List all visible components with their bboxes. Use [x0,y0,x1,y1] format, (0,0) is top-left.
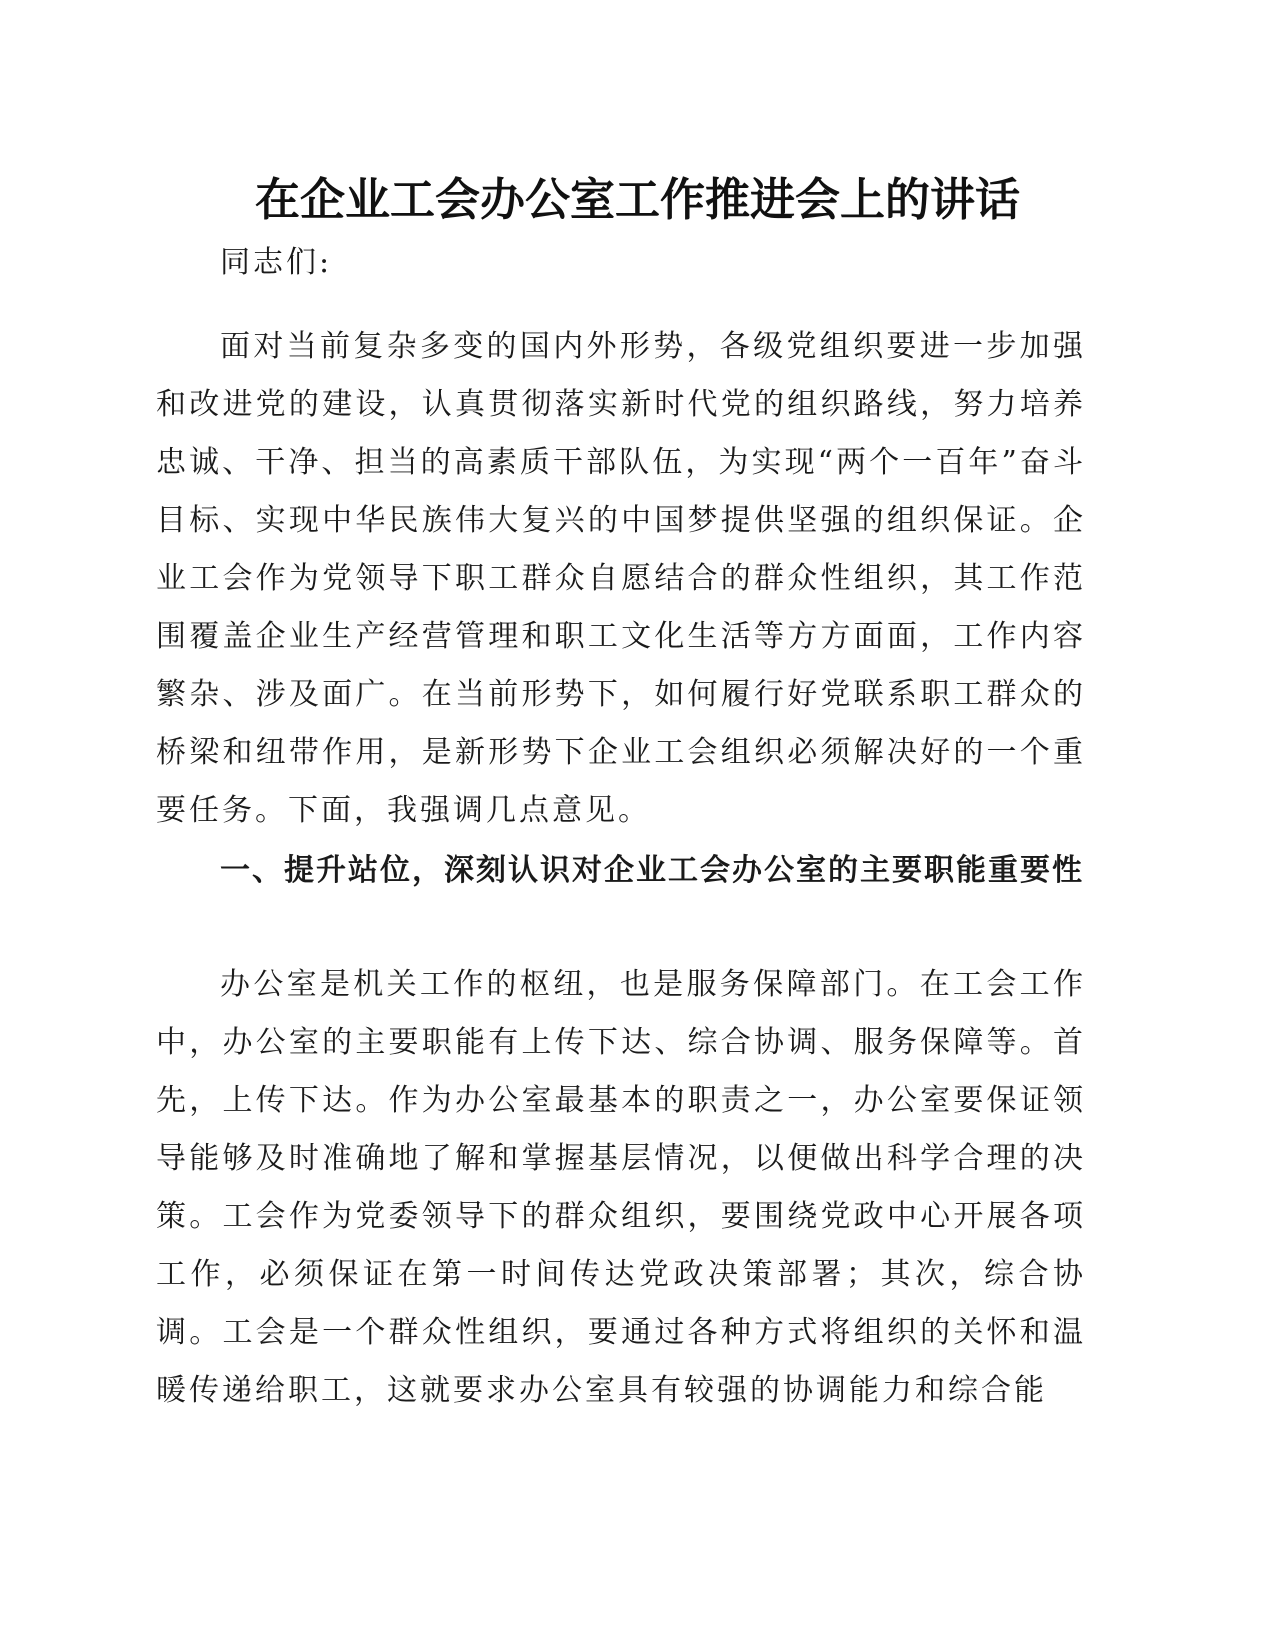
document-title: 在企业工会办公室工作推进会上的讲话 [254,173,1020,226]
body-paragraph: 办公室是机关工作的枢纽，也是服务保障部门。在工会工作中，办公室的主要职能有上传下达、综合协调、服务保障等。首先，上传下达。作为办公室最基本的职责之一，办公室要保证领导能够及时准确地了解和掌握基层情况，以便做出科学合理的决策。工会作为党委领导下的群众组织，要围绕党政中心开展各项工作，必须保证在第一时间传达党政决策部署；其次，综合协调。工会是一个群众性组织，要通过各种方式将组织的关怀和温暖传递给职工，这就要求办公室具有较强的协调能力和综合能 [156,967,1086,1408]
section-heading: 一、提升站位，深刻认识对企业工会办公室的主要职能重要性 [220,853,1084,888]
body-paragraph: 面对当前复杂多变的国内外形势，各级党组织要进一步加强和改进党的建设，认真贯彻落实新时代党的组织路线，努力培养忠诚、干净、担当的高素质干部队伍，为实现“两个一百年”奋斗目标、实现中华民族伟大复兴的中国梦提供坚强的组织保证。企业工会作为党领导下职工群众自愿结合的群众性组织，其工作范围覆盖企业生产经营管理和职工文化生活等方方面面，工作内容繁杂、涉及面广。在当前形势下，如何履行好党联系职工群众的桥梁和纽带作用，是新形势下企业工会组织必须解决好的一个重要任务。下面，我强调几点意见。 [156,329,1086,828]
salutation: 同志们: [220,245,333,280]
